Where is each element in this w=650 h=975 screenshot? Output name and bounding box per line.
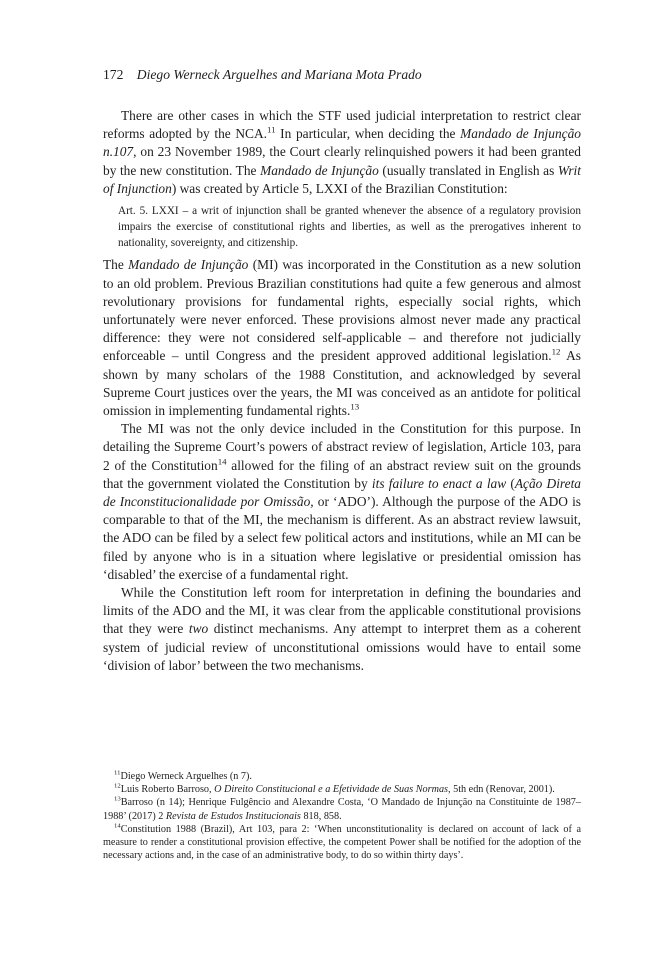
text-span: There are other cases in which the STF used judicial interpretation to restrict clear reforms adopted by the NCA. — [103, 108, 581, 142]
block-quote: Art. 5. LXXI – a writ of injunction shall be granted whenever the absence of a regulatory provision impairs the exercise of constitutional rights and liberties, as well as the prerogatives inherent to nationality, sovereignty, and citizenship. — [118, 205, 581, 249]
text-span: The MI was not the only device included in the Constitution for this purpose. In detailing the Supreme Court’s powers of abstract review of legislation, Article 103, para 2 of the Constitution — [103, 421, 581, 473]
text-span: , on 23 November 1989, the Court clearly relinquished powers it had been granted by the new constitution. The — [103, 144, 581, 178]
italic-text: Mandado de Injunção — [260, 162, 379, 178]
footnote-text: Diego Werneck Arguelhes (n 7). — [120, 771, 252, 782]
text-span: or ‘ADO’). Although the purpose of the ADO is comparable to that of the MI, the mechanism is different. As an abstract review lawsuit, the ADO can be filed by a select few political actors and institutions, while an MI can be filed by anyone who is in a situation where legislative or presidential omission has ‘disabled’ the exercise of a fundamental right. — [103, 494, 581, 582]
footnote-11 — [103, 770, 581, 783]
italic-text: two — [188, 621, 209, 637]
italic-text: Writ of Injunction — [103, 162, 581, 196]
paragraph-1 — [103, 107, 581, 198]
footnote-text: Barroso (n 14); Henrique Fulgêncio and Alexandre Costa, ‘O Mandado de Injunção na Constituinte de 1987–1988’ (2017) 2 — [103, 797, 581, 822]
text-span: ) was created by Article 5, LXXI of the Brazilian Constitution: — [171, 180, 508, 196]
text-span: (MI) was incorporated in the Constitution as a new solution to an old problem. Previous Brazilian constitutions had quite a few generous and almost revolutionary provisions for fundamental rights, especially social rights, which unfortunately were never enforced. These provisions almost never made any practical difference: they were not considered self-applicable – and therefore not judicially enforceable – until Congress and the president approved additional legislation. — [103, 257, 582, 364]
footnotes — [103, 770, 581, 862]
italic-text: its failure to enact a law — [371, 475, 507, 491]
text-span: The — [103, 257, 129, 273]
footnote-ref-12: 12 — [551, 346, 561, 357]
footnote-ref-13: 13 — [350, 401, 360, 412]
footnote-ref-11: 11 — [267, 124, 276, 135]
footnote-number: 14 — [114, 822, 121, 830]
footnote-text: 818, 858. — [300, 810, 342, 822]
footnote-12 — [103, 783, 581, 796]
footnote-text: , 5th edn (Renovar, 2001). — [448, 784, 555, 796]
paragraph-4 — [103, 584, 581, 675]
paragraph-2 — [103, 256, 581, 420]
text-span: allowed for the filing of an abstract review suit on the grounds that the government violated the Constitution by — [103, 457, 581, 491]
text-span: As shown by many scholars of the 1988 Constitution, and acknowledged by several Supreme Court justices over the years, the MI was conceived as an antidote for political omission in implementing fundamental rights. — [103, 348, 581, 419]
main-text — [103, 107, 581, 675]
italic-text: Ação Direta de Inconstitucionalidade por Omissão, — [103, 475, 582, 510]
footnote-number: 12 — [114, 782, 121, 790]
footnote-13 — [103, 796, 581, 822]
footnote-text: Constitution 1988 (Brazil), Art 103, para 2: ‘When unconstitutionality is declared on account of lack of a measure to render a constitutional provision effective, the competent Power shall be notified for the adoption of the necessary actions and, in the case of an administrative body, to do so within thirty days’. — [103, 823, 581, 862]
text-span: In particular, when deciding the — [275, 126, 461, 142]
text-span: ( — [506, 475, 515, 491]
footnote-ref-14: 14 — [217, 456, 227, 467]
running-header — [103, 67, 583, 83]
footnote-number: 11 — [114, 769, 121, 777]
text-span: While the Constitution left room for interpretation in defining the boundaries and limits of the ADO and the MI, it was clear from the applicable constitutional provisions that they were — [103, 585, 581, 637]
running-header-authors: Diego Werneck Arguelhes and Mariana Mota Prado — [136, 67, 422, 82]
footnote-text: Luis Roberto Barroso, — [120, 784, 215, 796]
italic-text: Mandado de Injunção n.107 — [103, 126, 581, 160]
footnote-number: 13 — [114, 796, 121, 804]
italic-text: Mandado de Injunção — [128, 257, 249, 273]
text-span: distinct mechanisms. Any attempt to interpret them as a coherent system of judicial review of unconstitutional omissions would have to entail some ‘division of labor’ between the two mechanisms. — [103, 621, 581, 673]
text-span: (usually translated in English as — [378, 162, 558, 178]
paragraph-3 — [103, 420, 581, 584]
footnote-14 — [103, 823, 581, 863]
italic-text: O Direito Constitucional e a Efetividade de Suas Normas — [214, 784, 449, 796]
page-number: 172 — [103, 67, 124, 82]
italic-text: Revista de Estudos Institucionais — [165, 810, 301, 822]
